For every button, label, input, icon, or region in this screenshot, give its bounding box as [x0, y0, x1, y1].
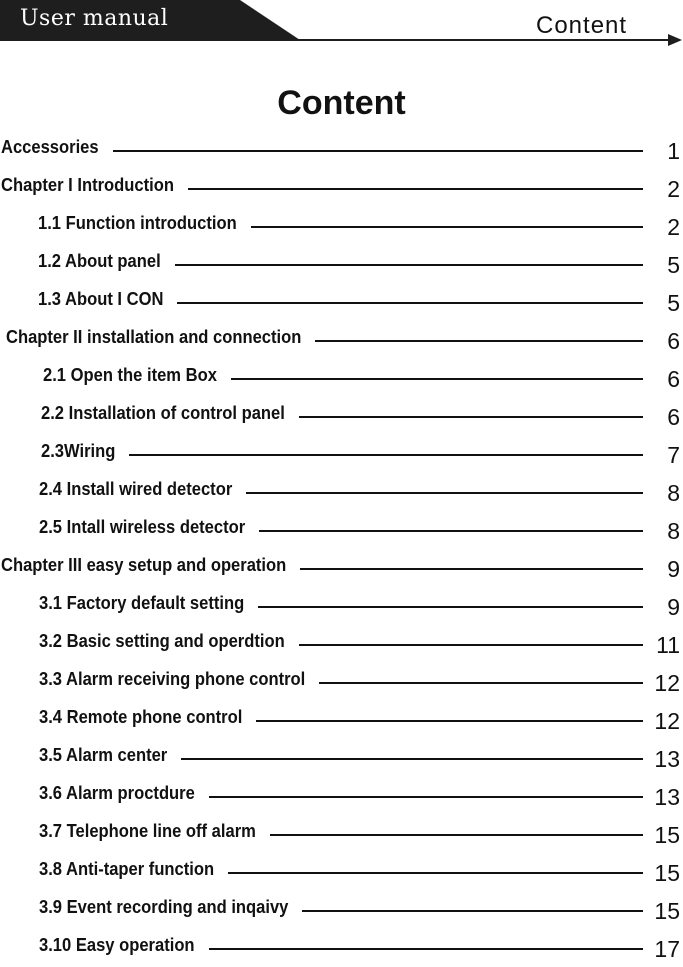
toc-entry-label: 3.10 Easy operation: [39, 935, 195, 955]
toc-entry-page: 12: [654, 670, 680, 696]
toc-entry[interactable]: [0, 251, 683, 283]
toc-leader-line: [259, 530, 643, 532]
toc-leader-line: [256, 720, 643, 722]
toc-entry-label: 2.4 Install wired detector: [39, 479, 233, 499]
toc-entry-label: 3.2 Basic setting and operdtion: [39, 631, 285, 651]
toc-entry[interactable]: [0, 137, 683, 169]
toc-entry-label: 1.2 About panel: [38, 251, 161, 271]
toc-entry[interactable]: [0, 213, 683, 245]
toc-leader-line: [129, 454, 643, 456]
toc-entry-page: 8: [667, 480, 680, 506]
toc-leader-line: [270, 834, 643, 836]
toc-entry[interactable]: [0, 821, 683, 853]
toc-leader-line: [246, 492, 643, 494]
toc-leader-line: [181, 758, 643, 760]
toc-entry[interactable]: [0, 555, 683, 587]
toc-leader-line: [209, 948, 643, 950]
toc-entry-label: 2.1 Open the item Box: [43, 365, 217, 385]
toc-entry[interactable]: [0, 631, 683, 663]
toc-entry[interactable]: [0, 707, 683, 739]
toc-leader-line: [228, 872, 643, 874]
toc-entry[interactable]: [0, 593, 683, 625]
toc-entry[interactable]: [0, 897, 683, 929]
toc-entry[interactable]: [0, 441, 683, 473]
toc-entry-label: 2.3Wiring: [41, 441, 116, 461]
toc-entry-label: 1.3 About I CON: [38, 289, 164, 309]
toc-leader-line: [177, 302, 643, 304]
section-label: Content: [536, 12, 628, 39]
toc-leader-line: [258, 606, 643, 608]
toc-entry-page: 6: [667, 404, 680, 430]
toc-entry[interactable]: [0, 327, 683, 359]
toc-entry-label: 3.3 Alarm receiving phone control: [39, 669, 306, 689]
toc-leader-line: [299, 416, 643, 418]
toc-entry-label: 2.2 Installation of control panel: [41, 403, 285, 423]
toc-entry-page: 8: [667, 518, 680, 544]
toc-entry[interactable]: [0, 479, 683, 511]
page-title: Content: [277, 84, 406, 122]
toc-entry-page: 15: [654, 860, 680, 886]
toc-entry-page: 5: [667, 290, 680, 316]
toc-leader-line: [299, 644, 643, 646]
toc-entry[interactable]: [0, 517, 683, 549]
toc-entry-page: 2: [667, 214, 680, 240]
toc-leader-line: [188, 188, 643, 190]
toc-entry[interactable]: [0, 289, 683, 321]
toc-entry[interactable]: [0, 935, 683, 967]
toc-entry-page: 1: [667, 138, 680, 164]
toc-leader-line: [251, 226, 643, 228]
toc-leader-line: [209, 796, 643, 798]
manual-tag-label: User manual: [20, 6, 169, 31]
toc-entry-page: 17: [654, 936, 680, 962]
toc-entry-page: 15: [654, 898, 680, 924]
toc-leader-line: [319, 682, 643, 684]
toc-entry-page: 13: [654, 746, 680, 772]
toc-entry-page: 12: [654, 708, 680, 734]
toc-entry[interactable]: [0, 859, 683, 891]
toc-entry-label: 3.5 Alarm center: [39, 745, 168, 765]
toc-entry[interactable]: [0, 783, 683, 815]
toc-leader-line: [300, 568, 643, 570]
toc-leader-line: [231, 378, 643, 380]
toc-entry-label: 3.8 Anti-taper function: [39, 859, 215, 879]
toc-entry-page: 2: [667, 176, 680, 202]
toc-entry-page: 6: [667, 328, 680, 354]
toc-entry-label: 3.6 Alarm proctdure: [39, 783, 195, 803]
toc-entry-label: Accessories: [1, 137, 99, 157]
toc-entry[interactable]: [0, 669, 683, 701]
toc-entry[interactable]: [0, 175, 683, 207]
toc-leader-line: [315, 340, 643, 342]
toc-entry-page: 5: [667, 252, 680, 278]
toc-entry-label: Chapter II installation and connection: [6, 327, 302, 347]
toc-leader-line: [302, 910, 643, 912]
toc-entry[interactable]: [0, 745, 683, 777]
toc-entry-label: 3.7 Telephone line off alarm: [39, 821, 256, 841]
toc-entry-label: 1.1 Function introduction: [38, 213, 237, 233]
toc-entry-page: 15: [654, 822, 680, 848]
toc-entry-label: 2.5 Intall wireless detector: [39, 517, 246, 537]
toc-entry-label: 3.9 Event recording and inqaivy: [39, 897, 289, 917]
toc-entry[interactable]: [0, 403, 683, 435]
toc-entry-label: 3.4 Remote phone control: [39, 707, 243, 727]
toc-entry-page: 9: [667, 556, 680, 582]
toc-entry-page: 6: [667, 366, 680, 392]
toc-leader-line: [113, 150, 643, 152]
toc-entry-label: 3.1 Factory default setting: [39, 593, 245, 613]
toc-entry-page: 9: [667, 594, 680, 620]
toc-entry-label: Chapter I Introduction: [1, 175, 174, 195]
toc-leader-line: [175, 264, 643, 266]
toc-entry-page: 7: [667, 442, 680, 468]
toc-entry-page: 13: [654, 784, 680, 810]
toc-entry[interactable]: [0, 365, 683, 397]
toc-entry-label: Chapter III easy setup and operation: [1, 555, 287, 575]
toc-entry-page: 11: [656, 632, 680, 658]
